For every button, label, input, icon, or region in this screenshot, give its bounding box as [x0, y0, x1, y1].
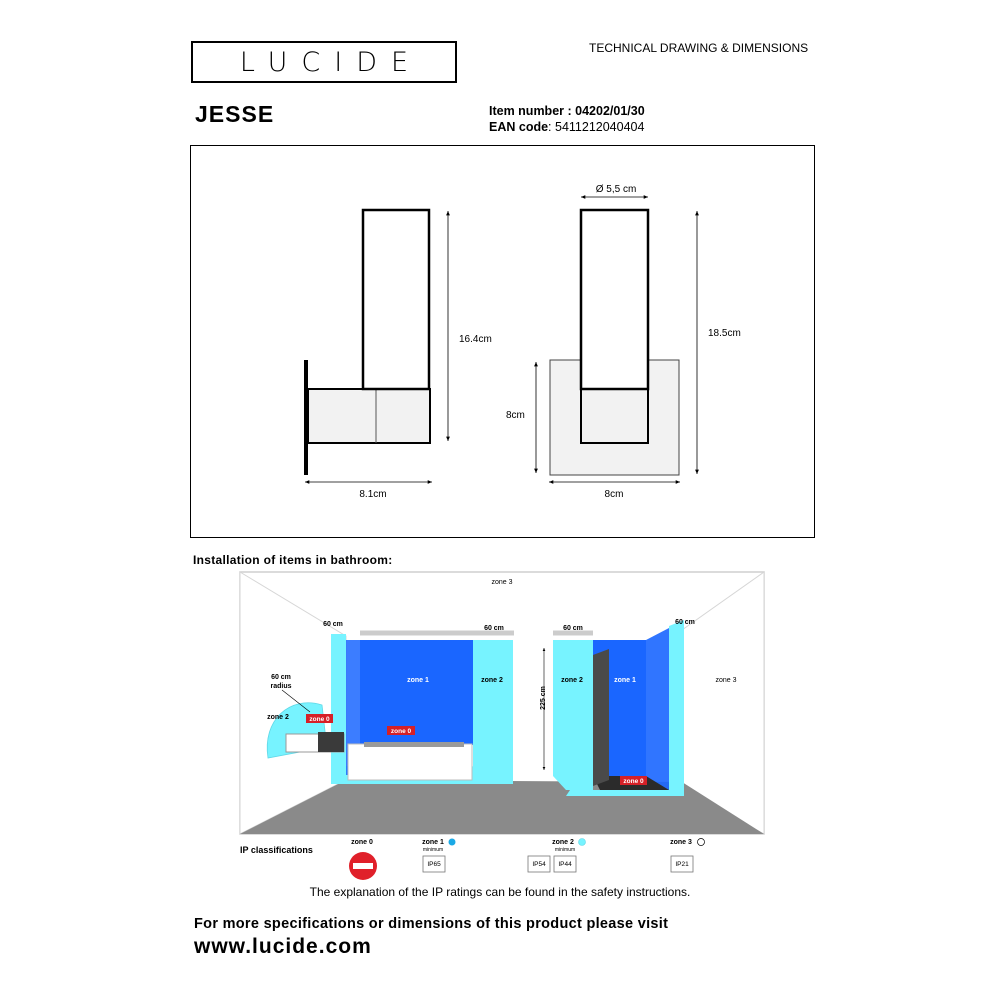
- plate-width-label: 8cm: [604, 489, 624, 500]
- zone2-shower: [553, 640, 593, 776]
- dim-60-left: 60 cm: [323, 621, 343, 628]
- front-height-label: 18.5cm: [708, 328, 741, 339]
- zone1-shower-label: zone 1: [614, 677, 636, 684]
- zone2-shower-label: zone 2: [561, 677, 583, 684]
- zone2-strip-right: [669, 620, 684, 796]
- ip-zone1-min: minimum: [422, 847, 444, 853]
- ip-title: IP classifications: [240, 845, 313, 855]
- ip-explanation-note: The explanation of the IP ratings can be found in the safety instructions.: [309, 885, 691, 899]
- zone3-top-label: zone 3: [491, 579, 513, 586]
- ip-zone2-label: zone 2: [552, 839, 574, 846]
- zone2-bath: [473, 640, 513, 784]
- ip-zone2-rating-1: IP54: [532, 861, 546, 868]
- dim-60-right: 60 cm: [675, 619, 695, 626]
- height-225-label: 225 cm: [540, 686, 547, 710]
- product-name: JESSE: [195, 101, 275, 127]
- radius-label-2: radius: [270, 683, 292, 690]
- zone2-strip-left: [331, 634, 346, 784]
- ip-zone3-label: zone 3: [670, 839, 692, 846]
- bathtub: [348, 744, 472, 780]
- zone1-dot-icon: [449, 839, 456, 846]
- footer-text: For more specifications or dimensions of this product please visit: [194, 916, 669, 932]
- footer-website-link[interactable]: www.lucide.com: [194, 935, 372, 958]
- radius-label-1: 60 cm: [271, 674, 291, 681]
- zone1-bath: [360, 640, 473, 745]
- ip-zone2-rating-2: IP44: [558, 861, 572, 868]
- ip-zone3-rating: IP21: [675, 861, 689, 868]
- zone0-bath-label: zone 0: [390, 728, 412, 735]
- item-number: : 04202/01/30: [567, 104, 645, 118]
- zone0-shower-label: zone 0: [623, 778, 644, 785]
- ip-zone1-label: zone 1: [422, 839, 444, 846]
- bathroom-section-title: Installation of items in bathroom:: [193, 553, 393, 567]
- side-height-label: 16.4cm: [459, 334, 492, 345]
- zone3-dot-icon: [698, 839, 705, 846]
- zone2-dot-icon: [579, 839, 586, 846]
- logo-text: LUCIDE: [239, 46, 423, 78]
- dim-60-mid-right: 60 cm: [563, 625, 583, 632]
- diameter-label: Ø 5,5 cm: [595, 184, 637, 195]
- side-width-label: 8.1cm: [359, 489, 387, 500]
- item-number-label: Item number: [489, 104, 565, 118]
- ip-zone2-min: minimum: [554, 847, 576, 853]
- zone3-right-label: zone 3: [715, 677, 737, 684]
- ean-code: : 5411212040404: [548, 120, 645, 134]
- document-title: TECHNICAL DRAWING & DIMENSIONS: [589, 41, 809, 55]
- ip-zone0-label: zone 0: [351, 839, 373, 846]
- shower-glass: [593, 649, 609, 786]
- ip-zone1-rating: IP65: [427, 861, 441, 868]
- zone2-sink-label: zone 2: [267, 714, 289, 721]
- zone0-sink-label: zone 0: [309, 716, 330, 723]
- zone2-bath-label: zone 2: [481, 677, 503, 684]
- plate-height-label: 8cm: [506, 410, 525, 421]
- zone1-bath-label: zone 1: [407, 677, 429, 684]
- dim-60-mid-left: 60 cm: [484, 625, 504, 632]
- ean-label: EAN code: [489, 120, 549, 134]
